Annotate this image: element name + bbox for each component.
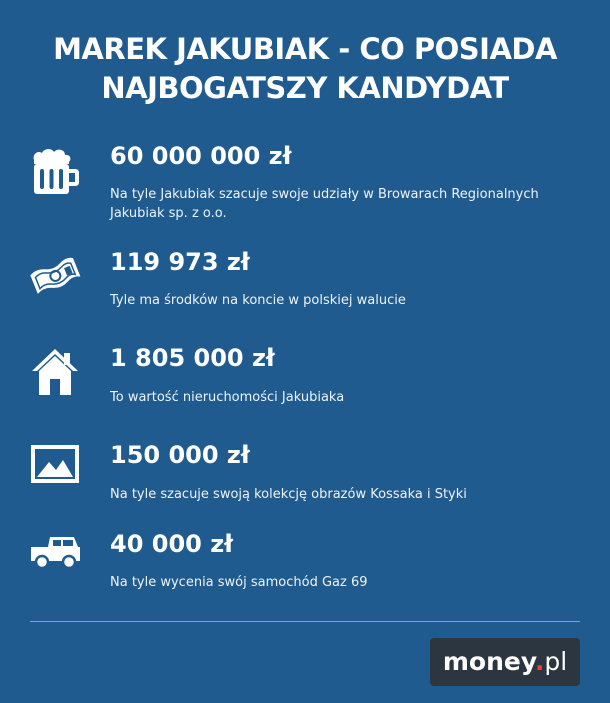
description-line-2: Jakubiak sp. z o.o. [110, 206, 227, 221]
asset-amount: 60 000 000 zł [110, 142, 292, 170]
asset-amount: 40 000 zł [110, 530, 234, 558]
asset-description [110, 388, 560, 407]
logo-dot: . [534, 647, 545, 676]
asset-amount: 1 805 000 zł [110, 344, 275, 372]
picture-icon [28, 440, 82, 494]
house-icon [28, 345, 82, 399]
logo-tld: pl [544, 647, 568, 676]
page-title [0, 30, 610, 108]
banknote-icon [28, 248, 82, 302]
asset-description [110, 485, 560, 504]
title-line-2: NAJBOGATSZY KANDYDAT [101, 71, 509, 105]
beer-mug-icon [28, 146, 82, 200]
description-line-1: Na tyle Jakubiak szacuje swoje udziały w Browarach Regionalnych [110, 187, 539, 202]
description-line-1: Na tyle wycenia swój samochód Gaz 69 [110, 575, 368, 590]
logo-brand: money [442, 647, 535, 676]
asset-description [110, 573, 560, 592]
description-line-1: Na tyle szacuje swoją kolekcję obrazów Kossaka i Styki [110, 487, 467, 502]
asset-description [110, 291, 560, 310]
asset-amount: 119 973 zł [110, 248, 250, 276]
description-line-1: To wartość nieruchomości Jakubiaka [110, 390, 345, 405]
asset-description [110, 185, 560, 223]
asset-amount: 150 000 zł [110, 441, 250, 469]
divider [30, 621, 580, 622]
car-icon [28, 525, 82, 579]
description-line-1: Tyle ma środków na koncie w polskiej walucie [110, 293, 406, 308]
money-pl-logo[interactable] [430, 638, 580, 686]
title-line-1: MAREK JAKUBIAK - CO POSIADA [53, 32, 557, 66]
